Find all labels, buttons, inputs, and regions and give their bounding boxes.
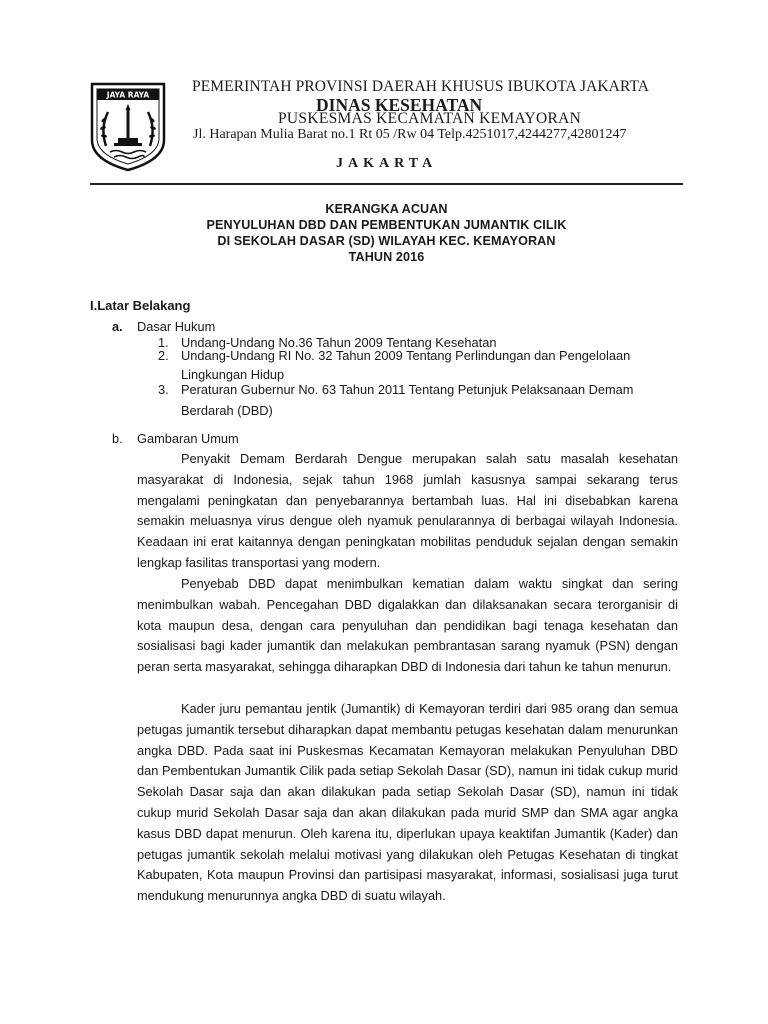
sub-label-b: b. — [112, 431, 123, 446]
letterhead-puskesmas: PUSKESMAS KECAMATAN KEMAYORAN — [278, 110, 582, 127]
body-paragraph-2: Penyebab DBD dapat menimbulkan kematian dalam waktu singkat dan sering menimbulkan wabah. Pencegahan DBD digalakkan dan dilaksanakan secara terorganisir di kota maupun desa, dengan cara penyuluhan dan pendidikan bagi tenaga kesehatan dan sosialisasi bagi kader jumantik dan melakukan pembrantasan sarang nyamuk (PSN) dengan peran serta masyarakat, sehingga diharapkan DBD di Indonesia dari tahun ke tahun menurun. — [137, 576, 678, 675]
document-title-line-1: KERANGKA ACUAN — [325, 202, 448, 216]
document-title-line-3: DI SEKOLAH DASAR (SD) WILAYAH KEC. KEMAYORAN — [217, 234, 556, 248]
list-item-text: Peraturan Gubernur No. 63 Tahun 2011 Tentang Petunjuk Pelaksanaan Demam — [181, 382, 634, 397]
body-paragraph-3: Kader juru pemantau jentik (Jumantik) di Kemayoran terdiri dari 985 orang dan semua petugas jumantik tersebut diharapkan dapat membantu petugas kesehatan dalam menurunkan angka DBD. Pada saat ini Puskesmas Kecamatan Kemayoran melakukan Penyuluhan DBD dan Pembentukan Jumantik Cilik pada setiap Sekolah Dasar (SD), namun ini tidak cukup murid Sekolah Dasar saja dan akan dilakukan pada setiap Sekolah Dasar (SD), namun ini tidak cukup murid Sekolah Dasar saja dan akan dilakukan pada murid SMP dan SMA agar angka kasus DBD dapat menurun. Oleh karena itu, diperlukan upaya keaktifan Jumantik (Kader) dan petugas jumantik sekolah melalui motivasi yang dilakukan oleh Petugas Kesehatan di tingkat Kabupaten, Kota maupun Provinsi dan partisipasi masyarakat, informasi, sosialisasi juga turut mendukung menurunnya angka DBD di suatu wilayah. — [137, 701, 678, 904]
list-number: 1. — [158, 335, 169, 350]
letterhead-government: PEMERINTAH PROVINSI DAERAH KHUSUS IBUKOTA JAKARTA — [192, 78, 650, 95]
letterhead-divider — [90, 183, 683, 185]
list-item-text-continued: Lingkungan Hidup — [181, 367, 285, 382]
list-item-text: Undang-Undang RI No. 32 Tahun 2009 Tentang Perlindungan dan Pengelolaan — [181, 348, 631, 363]
logo-motto-text: JAYA RAYA — [106, 90, 150, 100]
letterhead-address: Jl. Harapan Mulia Barat no.1 Rt 05 /Rw 04 Telp.4251017,4244277,42801247 — [193, 127, 627, 142]
sub-label-a: a. — [112, 319, 123, 334]
body-paragraph-1: Penyakit Demam Berdarah Dengue merupakan salah satu masalah kesehatan masyarakat di Indonesia, sejak tahun 1968 jumlah kasusnya sampai sekarang terus mengalami peningkatan dan penyebarannya bertambah luas. Hal ini disebabkan karena semakin meluasnya virus dengue oleh nyamuk penularannya di berbagai wilayah Indonesia. Keadaan ini erat kaitannya dengan peningkatan mobilitas penduduk sejalan dengan semakin lengkap fasilitas transportasi yang modern. — [137, 451, 678, 570]
jakarta-emblem-logo — [88, 80, 168, 172]
document-title-line-4: TAHUN 2016 — [348, 250, 425, 264]
list-number: 3. — [158, 382, 169, 397]
list-number: 2. — [158, 348, 169, 363]
letterhead-department: DINAS KESEHATAN — [316, 95, 483, 115]
section-heading-background: I.Latar Belakang — [90, 298, 191, 313]
document-title-line-2: PENYULUHAN DBD DAN PEMBENTUKAN JUMANTIK CILIK — [206, 218, 567, 232]
list-item-text: Undang-Undang No.36 Tahun 2009 Tentang Kesehatan — [181, 335, 497, 350]
sub-title-legal-basis: Dasar Hukum — [137, 319, 216, 334]
sub-title-general-overview: Gambaran Umum — [137, 431, 239, 446]
letterhead-city: JAKARTA — [336, 156, 438, 171]
list-item-text-continued: Berdarah (DBD) — [181, 403, 273, 418]
